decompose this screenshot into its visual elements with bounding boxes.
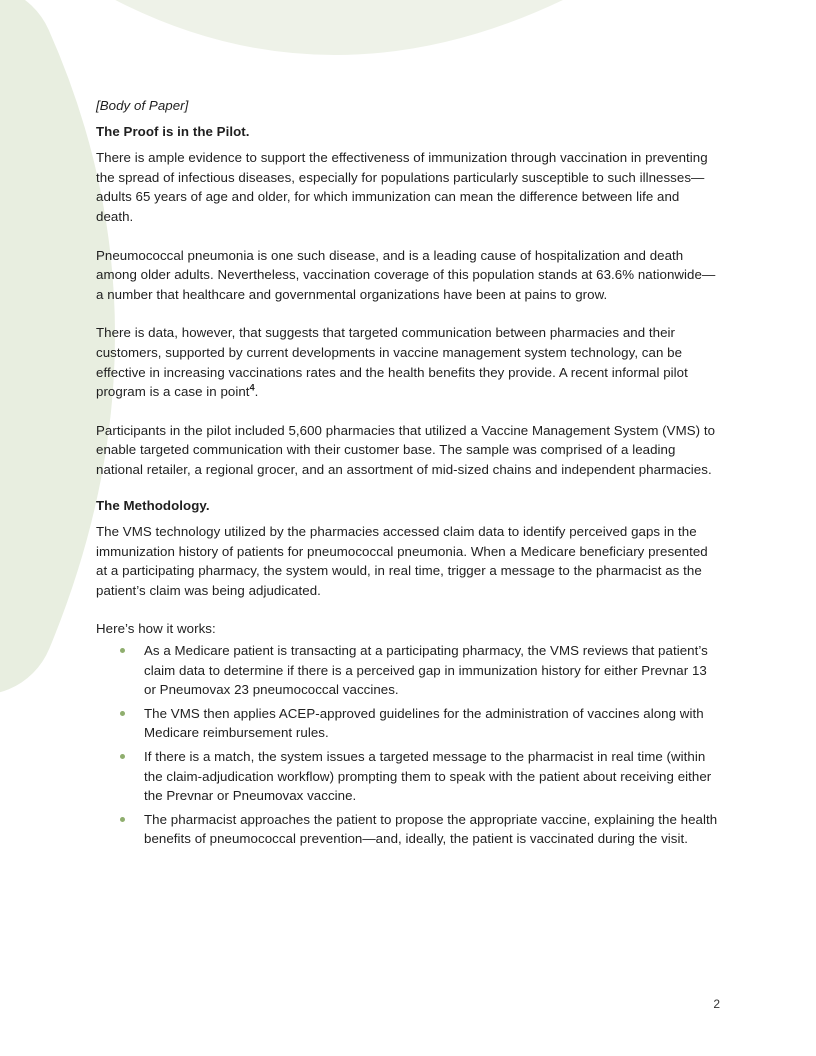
- list-item-text: The VMS then applies ACEP-approved guidelines for the administration of vaccines along with Medicare reimbursement rules.: [144, 705, 704, 741]
- paragraph-pneumococcal: Pneumococcal pneumonia is one such disease, and is a leading cause of hospitalization and death among older adults. Nevertheless, vaccination coverage of this population stands at 63.6% nationwide—a number that healthcare and governmental organizations have been at pains to grow.: [96, 247, 716, 302]
- footnote-trailing-period: .: [254, 384, 259, 400]
- paragraph-targeted-communication-text: There is data, however, that suggests that targeted communication between pharmacies and their customers, supported by current developments in vaccine management system technology, can be effective in increasing vaccinations rates and the health benefits they provide. A recent informal pilot program is a case in point: [96, 325, 688, 400]
- bullet-dot-icon: [120, 711, 125, 716]
- page-number: 2: [713, 997, 720, 1011]
- list-item: [120, 747, 720, 806]
- list-item: [120, 810, 720, 849]
- paragraph-methodology: The VMS technology utilized by the pharmacies accessed claim data to identify perceived gaps in the immunization history of patients for pneumococcal pneumonia. When a Medicare beneficiary presented at a participating pharmacy, the system would, in real time, trigger a message to the pharmacist as the patient’s claim was being adjudicated.: [96, 524, 708, 598]
- bullet-dot-icon: [120, 817, 125, 822]
- bullet-dot-icon: [120, 754, 125, 759]
- list-item-text: The pharmacist approaches the patient to propose the appropriate vaccine, explaining the health benefits of pneumococcal prevention—and, ideally, the patient is vaccinated during the visit.: [144, 811, 718, 847]
- paragraph-participants: Participants in the pilot included 5,600 pharmacies that utilized a Vaccine Management System (VMS) to enable targeted communication with their customer base. The sample was comprised of a leading national retailer, a regional grocer, and an assortment of mid-sized chains and independent pharmacies.: [96, 422, 716, 477]
- bullet-dot-icon: [120, 648, 125, 653]
- list-item: [120, 704, 720, 743]
- list-item: [120, 641, 720, 700]
- paragraph-targeted-communication: [96, 323, 720, 401]
- how-it-works-intro: Here’s how it works:: [96, 621, 216, 637]
- body-placeholder-note: [Body of Paper]: [96, 98, 189, 113]
- list-item-text: As a Medicare patient is transacting at a participating pharmacy, the VMS reviews that patient’s claim data to determine if there is a perceived gap in immunization history for either Prevnar 13 or Pneumovax 23 pneumococcal vaccines.: [144, 643, 708, 698]
- how-it-works-list: [96, 641, 720, 849]
- list-item-text: If there is a match, the system issues a targeted message to the pharmacist in real time (within the claim-adjudication workflow) prompting them to speak with the patient about receiving either the Prevnar or Pneumovax vaccine.: [144, 749, 712, 804]
- heading-methodology: The Methodology.: [96, 497, 210, 513]
- footnote-reference: 4: [249, 382, 255, 393]
- heading-proof-in-pilot: The Proof is in the Pilot.: [96, 123, 250, 139]
- document-body: [96, 96, 720, 853]
- paragraph-evidence: There is ample evidence to support the effectiveness of immunization through vaccination in preventing the spread of infectious diseases, especially for populations particularly susceptible to such illnesses—adults 65 years of age and older, for which immunization can mean the difference between life and death.: [96, 150, 708, 224]
